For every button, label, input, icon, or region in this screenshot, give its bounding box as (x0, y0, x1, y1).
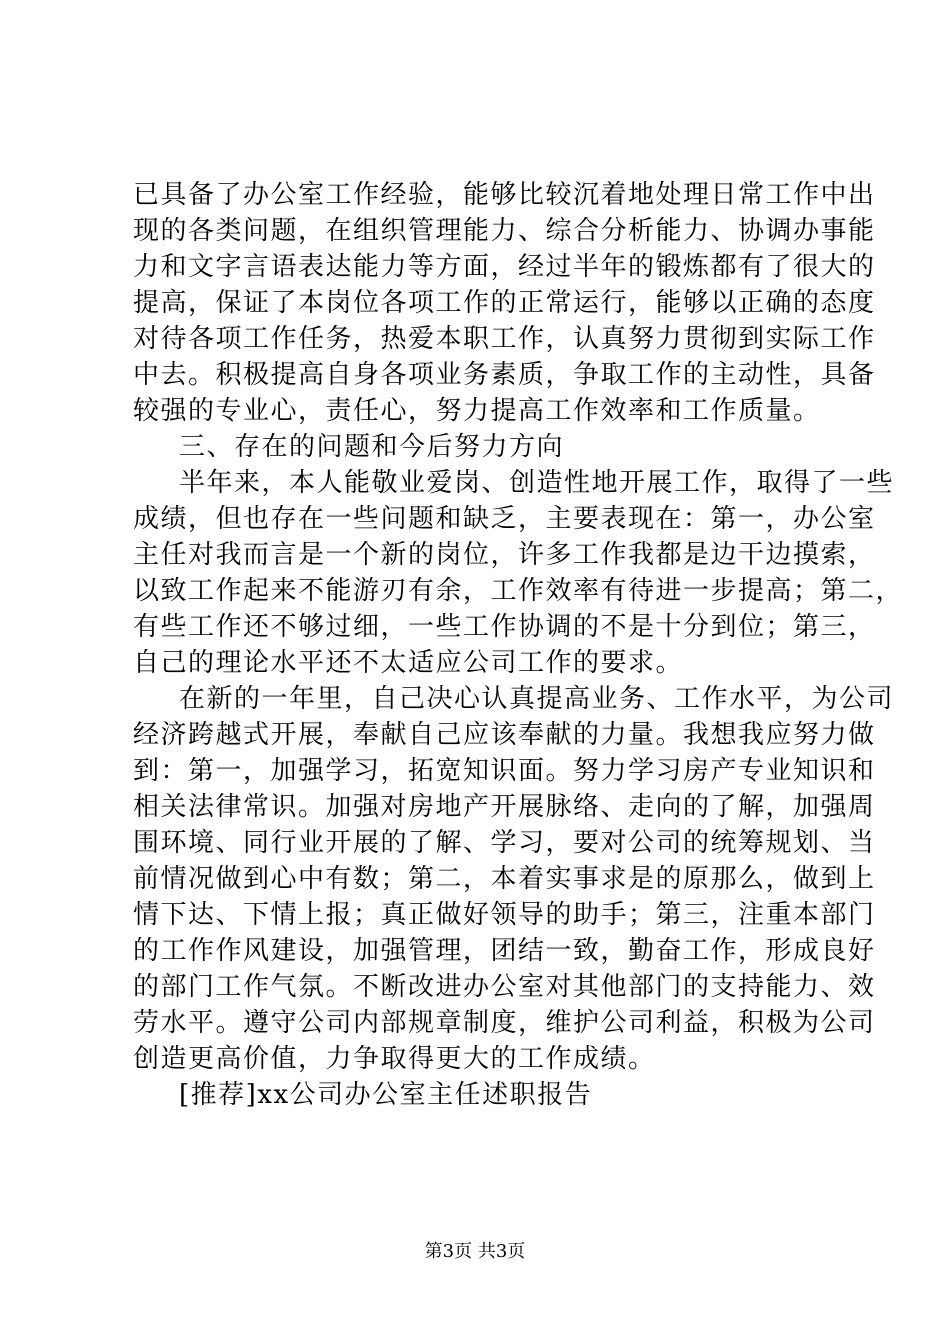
body-line-7: 较强的专业心，责任心，努力提高工作效率和工作质量。 (133, 396, 821, 426)
body-line-10: 成绩，但也存在一些问题和缺乏，主要表现在：第一，办公室 (133, 504, 876, 534)
body-line-9: 半年来，本人能敬业爱岗、创造性地开展工作，取得了一些 (179, 468, 895, 498)
page-footer: 第3页 共3页 (424, 1241, 526, 1262)
body-line-1: 已具备了办公室工作经验，能够比较沉着地处理日常工作中出 (133, 180, 876, 210)
body-line-22: 的工作作风建设，加强管理，团结一致，勤奋工作，形成良好 (133, 936, 876, 966)
body-line-12: 以致工作起来不能游刃有余，工作效率有待进一步提高；第二， (133, 576, 904, 606)
body-line-2: 现的各类问题，在组织管理能力、综合分析能力、协调办事能 (133, 216, 876, 246)
body-line-19: 围环境、同行业开展的了解、学习，要对公司的统筹规划、当 (133, 828, 876, 858)
body-line-14: 自己的理论水平还不太适应公司工作的要求。 (133, 648, 684, 678)
body-line-6: 中去。积极提高自身各项业务素质，争取工作的主动性，具备 (133, 360, 876, 390)
body-line-17: 到：第一，加强学习，拓宽知识面。努力学习房产专业知识和 (133, 756, 876, 786)
document-body (133, 177, 904, 1113)
body-line-4: 提高，保证了本岗位各项工作的正常运行，能够以正确的态度 (133, 288, 876, 318)
body-line-15: 在新的一年里，自己决心认真提高业务、工作水平，为公司 (179, 684, 895, 714)
section-heading: 三、存在的问题和今后努力方向 (179, 432, 565, 462)
body-line-24: 劳水平。遵守公司内部规章制度，维护公司利益，积极为公司 (133, 1008, 876, 1038)
body-line-18: 相关法律常识。加强对房地产开展脉络、走向的了解，加强周 (133, 792, 876, 822)
body-line-20: 前情况做到心中有数；第二，本着实事求是的原那么，做到上 (133, 864, 876, 894)
body-line-16: 经济跨越式开展，奉献自己应该奉献的力量。我想我应努力做 (133, 720, 876, 750)
body-line-13: 有些工作还不够过细，一些工作协调的不是十分到位；第三， (133, 612, 876, 642)
document-title-line: [推荐]xx公司办公室主任述职报告 (179, 1080, 593, 1110)
body-line-21: 情下达、下情上报；真正做好领导的助手；第三，注重本部门 (133, 900, 876, 930)
body-line-3: 力和文字言语表达能力等方面，经过半年的锻炼都有了很大的 (133, 252, 876, 282)
body-line-5: 对待各项工作任务，热爱本职工作，认真努力贯彻到实际工作 (133, 324, 876, 354)
body-line-23: 的部门工作气氛。不断改进办公室对其他部门的支持能力、效 (133, 972, 876, 1002)
body-line-25: 创造更高价值，力争取得更大的工作成绩。 (133, 1044, 656, 1074)
body-line-11: 主任对我而言是一个新的岗位，许多工作我都是边干边摸索， (133, 540, 876, 570)
